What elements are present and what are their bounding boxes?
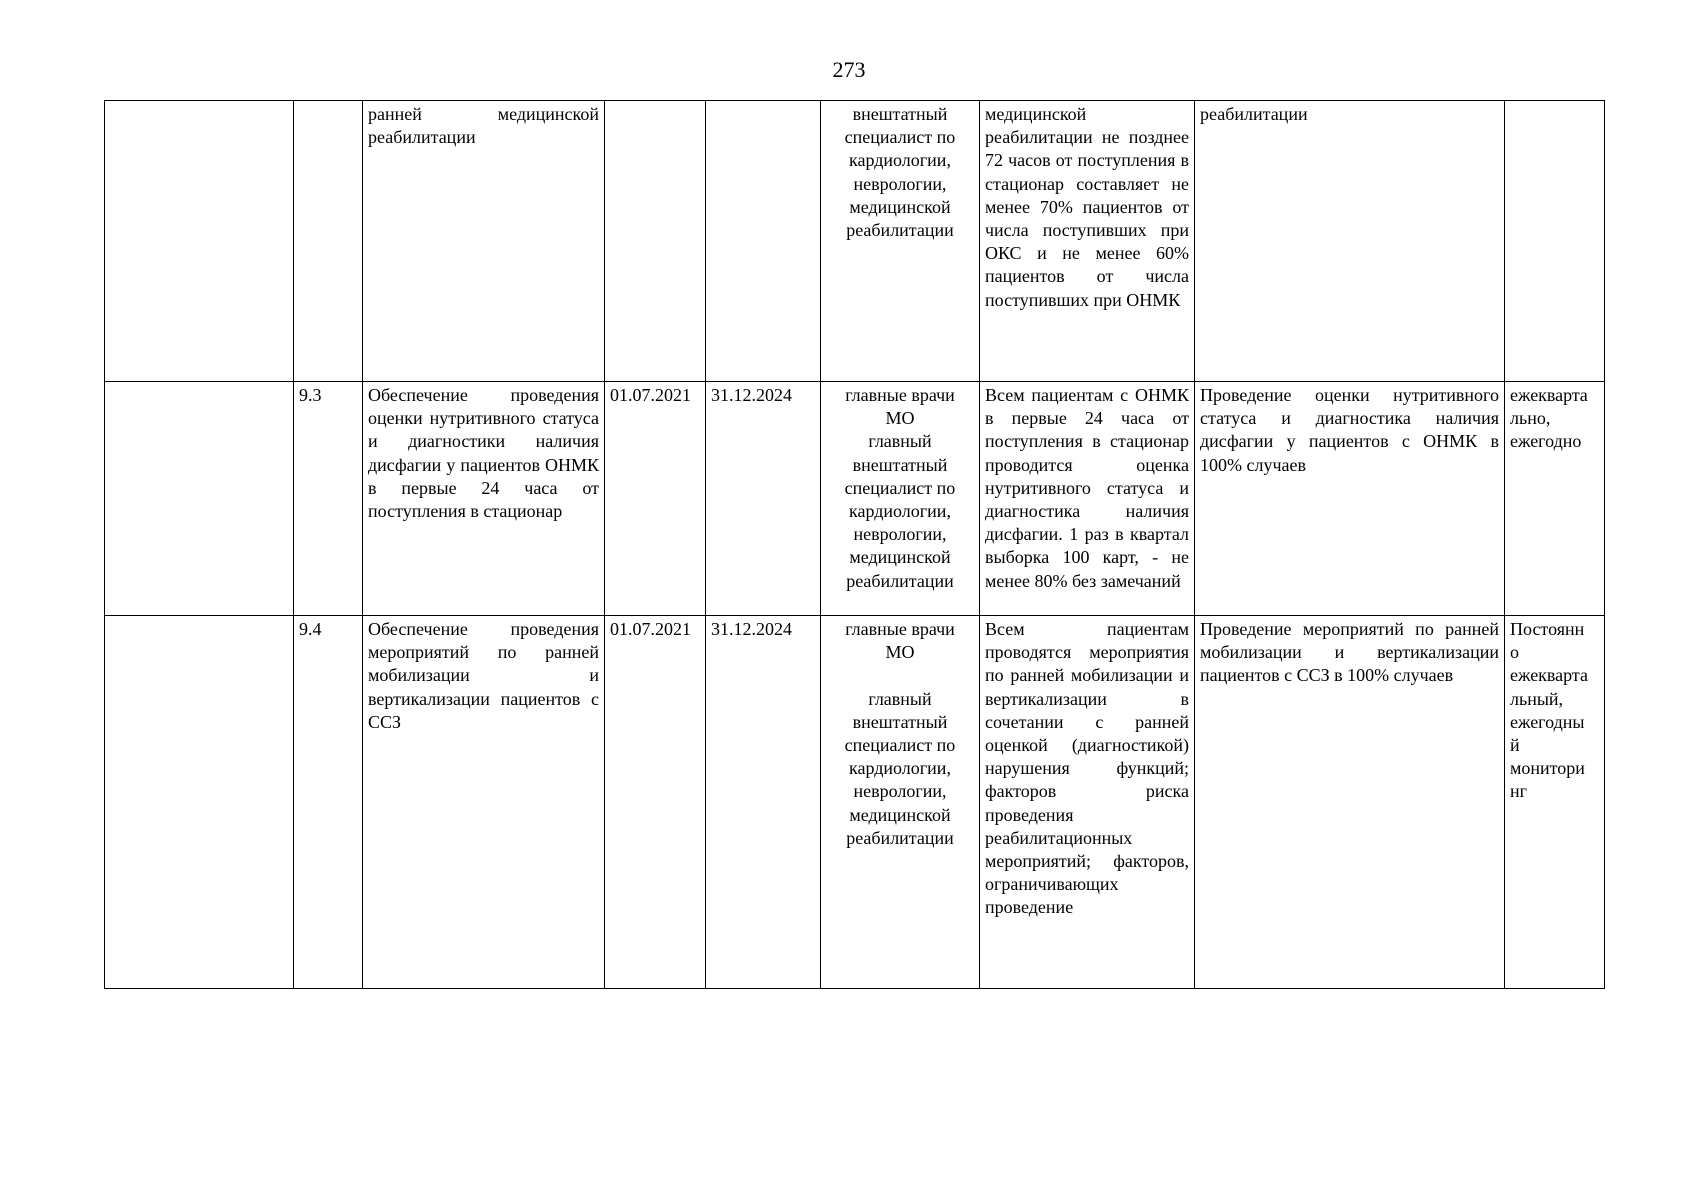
measures-table [104, 100, 1605, 989]
table-row [105, 101, 1605, 382]
end-date [706, 101, 821, 382]
item-number: 9.3 [294, 382, 363, 616]
action-cell: Обеспечение проведения мероприятий по ранней мобилизации и вертикализации пациентов с ССЗ [363, 616, 605, 989]
item-number: 9.4 [294, 616, 363, 989]
end-date: 31.12.2024 [706, 616, 821, 989]
item-number [294, 101, 363, 382]
indicator-cell: Всем пациентам проводятся мероприятия по ранней мобилизации и вертикализации в сочетании с ранней оценкой (диагностикой) нарушения функций; факторов риска проведения реабилитационных мероприятий; факторов, ограничивающих проведение [980, 616, 1195, 989]
empty-cell [105, 101, 294, 382]
indicator-cell: Всем пациентам с ОНМК в первые 24 часа от поступления в стационар проводится оценка нутритивного статуса и диагностика наличия дисфагии. 1 раз в квартал выборка 100 карт, - не менее 80% без замечаний [980, 382, 1195, 616]
action-cell: ранней медицинской реабилитации [363, 101, 605, 382]
start-date: 01.07.2021 [605, 382, 706, 616]
frequency-cell: Постоянн о ежекварта льный, ежегодны й монитори нг [1505, 616, 1605, 989]
action-cell: Обеспечение проведения оценки нутритивного статуса и диагностики наличия дисфагии у пациентов ОНМК в первые 24 часа от поступления в стационар [363, 382, 605, 616]
responsible-cell: главные врачи МО главный внештатный специалист по кардиологии, неврологии, медицинской реабилитации [821, 382, 980, 616]
start-date [605, 101, 706, 382]
responsible-cell: внештатный специалист по кардиологии, неврологии, медицинской реабилитации [821, 101, 980, 382]
frequency-cell: ежеквартa льно, ежегодно [1505, 382, 1605, 616]
table-row [105, 382, 1605, 616]
empty-cell [105, 616, 294, 989]
indicator-cell: медицинской реабилитации не позднее 72 часов от поступления в стационар составляет не менее 70% пациентов от числа поступивших при ОКС и не менее 60% пациентов от числа поступивших при ОНМК [980, 101, 1195, 382]
empty-cell [105, 382, 294, 616]
table-row [105, 616, 1605, 989]
responsible-cell: главные врачи МО главный внештатный специалист по кардиологии, неврологии, медицинской реабилитации [821, 616, 980, 989]
frequency-cell [1505, 101, 1605, 382]
page-number: 273 [832, 57, 866, 82]
result-cell: реабилитации [1195, 101, 1505, 382]
result-cell: Проведение мероприятий по ранней мобилизации и вертикализации пациентов с ССЗ в 100% случаев [1195, 616, 1505, 989]
start-date: 01.07.2021 [605, 616, 706, 989]
end-date: 31.12.2024 [706, 382, 821, 616]
result-cell: Проведение оценки нутритивного статуса и диагностика наличия дисфагии у пациентов с ОНМК в 100% случаев [1195, 382, 1505, 616]
